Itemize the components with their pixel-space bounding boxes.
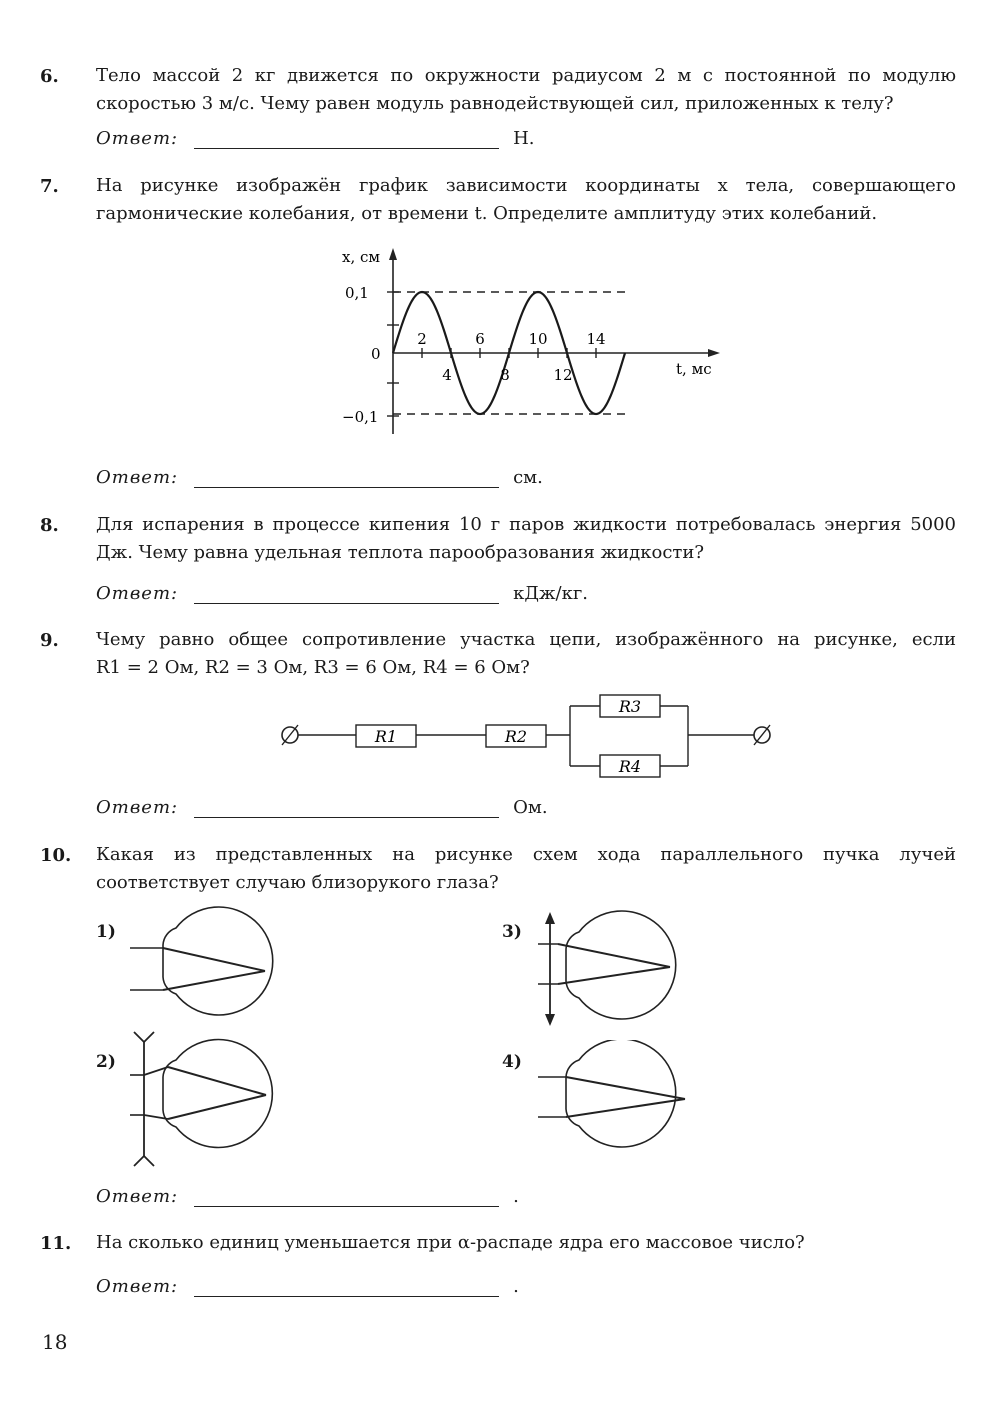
eye-diagram-4 (530, 1040, 700, 1160)
answer-label: Ответ: (96, 797, 179, 818)
q10-text: Какая из представленных на рисунке схем хода параллельного пучка лучей соответствует случаю близорукого глаза? (96, 844, 956, 893)
q11-answer (96, 1276, 519, 1297)
eye-diagram-1 (120, 905, 290, 1035)
r3-label: R3 (618, 697, 642, 716)
x-tick-label: 8 (500, 366, 510, 384)
q7-number: 7. (40, 176, 59, 197)
circuit-diagram (270, 688, 790, 788)
answer-label: Ответ: (96, 467, 179, 488)
q11-answer-field[interactable] (194, 1276, 499, 1297)
y-axis-label: x, см (342, 248, 381, 266)
answer-unit: . (513, 1186, 519, 1207)
answer-unit: Ом. (513, 797, 548, 818)
option-2-label: 2) (96, 1052, 116, 1072)
answer-label: Ответ: (96, 1186, 179, 1207)
x-axis-label: t, мс (676, 360, 712, 378)
q8-answer-field[interactable] (194, 583, 499, 604)
x-axis-arrow (708, 349, 720, 357)
q7-answer-field[interactable] (194, 467, 499, 488)
answer-unit: Н. (513, 128, 535, 149)
answer-unit: . (513, 1276, 519, 1297)
r1-label: R1 (374, 727, 398, 746)
q11-number: 11. (40, 1233, 72, 1254)
q7-text: На рисунке изображён график зависимости координаты x тела, совершающего гармонические колебания, от времени t. Определите амплитуду этих колебаний. (96, 175, 956, 224)
option-1-label: 1) (96, 922, 116, 942)
answer-unit: см. (513, 467, 543, 488)
q8-answer (96, 583, 588, 604)
y-tick-label: 0 (371, 345, 381, 363)
answer-label: Ответ: (96, 128, 179, 149)
q8-number: 8. (40, 515, 59, 536)
y-axis-arrow (389, 248, 397, 260)
q7-answer (96, 467, 543, 488)
q10-number: 10. (40, 845, 72, 866)
page-number: 18 (42, 1330, 68, 1354)
answer-label: Ответ: (96, 583, 179, 604)
x-tick-label: 14 (586, 330, 606, 348)
answer-label: Ответ: (96, 1276, 179, 1297)
q6-answer (96, 128, 535, 149)
q6-text: Тело массой 2 кг движется по окружности радиусом 2 м с постоянной по модулю скоростью 3 м/с. Чему равен модуль равнодействующей сил, приложенных к телу? (96, 65, 956, 114)
q10-answer-field[interactable] (194, 1186, 499, 1207)
q11-text: На сколько единиц уменьшается при α-распаде ядра его массовое число? (96, 1232, 805, 1253)
q9-answer-field[interactable] (194, 797, 499, 818)
x-tick-label: 12 (553, 366, 573, 384)
q9-text-line1: Чему равно общее сопротивление участка цепи, изображённого на рисунке, если (96, 629, 956, 650)
x-tick-label: 2 (417, 330, 427, 348)
q8-text: Для испарения в процессе кипения 10 г паров жидкости потребовалась энергия 5000 Дж. Чему равна удельная теплота парообразования жидкости? (96, 514, 956, 563)
q6-number: 6. (40, 66, 59, 87)
y-tick-label: 0,1 (345, 284, 369, 302)
q9-text-line2: R1 = 2 Ом, R2 = 3 Ом, R3 = 6 Ом, R4 = 6 Ом? (96, 657, 530, 678)
option-4-label: 4) (502, 1052, 522, 1072)
r4-label: R4 (618, 757, 642, 776)
q9-number: 9. (40, 630, 59, 651)
answer-unit: кДж/кг. (513, 583, 589, 604)
q9-answer (96, 797, 548, 818)
r2-label: R2 (504, 727, 528, 746)
y-tick-label: −0,1 (342, 408, 379, 426)
x-tick-label: 6 (475, 330, 485, 348)
option-3-label: 3) (502, 922, 522, 942)
q10-answer (96, 1186, 519, 1207)
eye-diagram-2 (120, 1030, 290, 1170)
eye-diagram-3 (530, 910, 700, 1030)
q6-answer-field[interactable] (194, 128, 499, 149)
x-tick-label: 10 (528, 330, 548, 348)
x-tick-label: 4 (442, 366, 452, 384)
oscillation-chart (330, 240, 730, 440)
